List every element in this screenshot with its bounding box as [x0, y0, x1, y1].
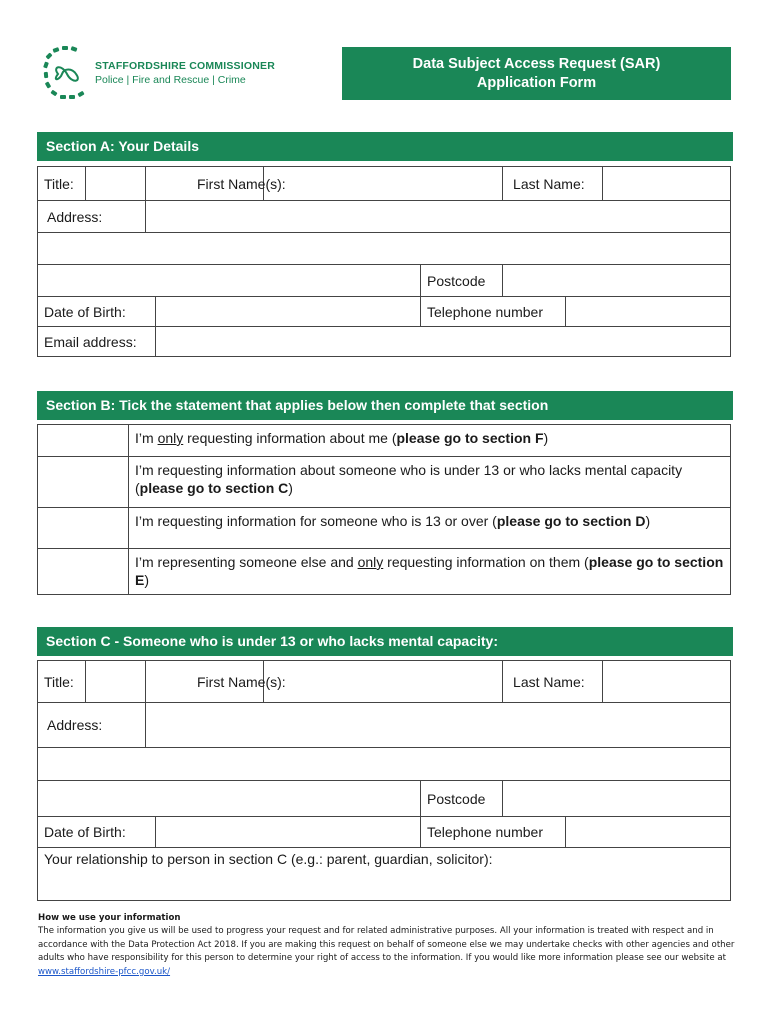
- first-names-label: First Name(s):: [146, 167, 264, 201]
- c-address-input-line2[interactable]: [38, 748, 731, 781]
- section-b-heading: Section B: Tick the statement that applies below then complete that section: [37, 391, 733, 420]
- relationship-field[interactable]: [38, 848, 731, 901]
- first-names-input[interactable]: [264, 167, 503, 201]
- address-input-line3[interactable]: [38, 265, 421, 297]
- logo-tagline: Police | Fire and Rescue | Crime: [95, 74, 246, 86]
- c-title-input[interactable]: [86, 661, 146, 703]
- section-c-table: [37, 660, 731, 901]
- logo-org-name: STAFFORDSHIRE COMMISSIONER: [95, 60, 276, 72]
- form-title-line2: Application Form: [476, 74, 597, 91]
- statement-under-13: I’m requesting information about someone who is under 13 or who lacks mental capacity (please go to section C): [129, 457, 731, 508]
- tick-box-under-13[interactable]: [38, 457, 129, 508]
- telephone-input[interactable]: [566, 297, 731, 327]
- telephone-label: Telephone number: [421, 297, 566, 327]
- statement-13-or-over: I’m requesting information for someone who is 13 or over (please go to section D): [129, 508, 731, 549]
- statement-representative: I’m representing someone else and only requesting information on them (please go to section E): [129, 549, 731, 595]
- section-b-table: [37, 424, 731, 595]
- c-dob-input[interactable]: [156, 817, 421, 848]
- postcode-input[interactable]: [503, 265, 731, 297]
- c-telephone-label: Telephone number: [421, 817, 566, 848]
- address-label: Address:: [38, 201, 146, 233]
- email-label: Email address:: [38, 327, 156, 357]
- c-last-name-input[interactable]: [603, 661, 731, 703]
- title-input[interactable]: [86, 167, 146, 201]
- tick-box-13-or-over[interactable]: [38, 508, 129, 549]
- dob-label: Date of Birth:: [38, 297, 156, 327]
- c-last-name-label: Last Name:: [503, 661, 603, 703]
- form-title-line1: Data Subject Access Request (SAR): [412, 55, 661, 72]
- last-name-input[interactable]: [603, 167, 731, 201]
- tick-box-self[interactable]: [38, 425, 129, 457]
- privacy-notice-body: The information you give us will be used to progress your request and for related administrative purposes. All your information is treated with respect and in accordance with the Data Protection Act 2018. If you are making this request on behalf of someone else we may undertake checks with other agencies and other adults who have responsibility for this person to determine your right of access to the information. If you would like more information please see our website at www.staffordshire-pfcc.gov.uk/: [38, 926, 735, 977]
- website-link[interactable]: www.staffordshire-pfcc.gov.uk/: [38, 966, 171, 977]
- section-a-heading: Section A: Your Details: [37, 132, 733, 161]
- c-postcode-label: Postcode: [421, 781, 503, 817]
- privacy-notice-title: How we use your information: [38, 913, 181, 923]
- privacy-notice: [38, 912, 738, 979]
- section-a-table: [37, 166, 731, 357]
- last-name-label: Last Name:: [503, 167, 603, 201]
- c-first-names-input[interactable]: [264, 661, 503, 703]
- form-title-box: [342, 47, 731, 100]
- dob-input[interactable]: [156, 297, 421, 327]
- c-dob-label: Date of Birth:: [38, 817, 156, 848]
- c-address-input-line1[interactable]: [146, 703, 731, 748]
- address-input-line2[interactable]: [38, 233, 731, 265]
- address-input-line1[interactable]: [146, 201, 731, 233]
- title-label: Title:: [38, 167, 86, 201]
- c-postcode-input[interactable]: [503, 781, 731, 817]
- c-address-input-line3[interactable]: [38, 781, 421, 817]
- tick-box-representative[interactable]: [38, 549, 129, 595]
- logo-emblem-icon: [40, 44, 95, 104]
- c-first-names-label: First Name(s):: [146, 661, 264, 703]
- section-c-heading: Section C - Someone who is under 13 or who lacks mental capacity:: [37, 627, 733, 656]
- postcode-label: Postcode: [421, 265, 503, 297]
- email-input[interactable]: [156, 327, 731, 357]
- c-address-label: Address:: [38, 703, 146, 748]
- c-telephone-input[interactable]: [566, 817, 731, 848]
- relationship-label: Your relationship to person in section C (e.g.: parent, guardian, solicitor):: [44, 851, 493, 867]
- logo: [40, 44, 95, 104]
- c-title-label: Title:: [38, 661, 86, 703]
- statement-self: I’m only requesting information about me (please go to section F): [129, 425, 731, 457]
